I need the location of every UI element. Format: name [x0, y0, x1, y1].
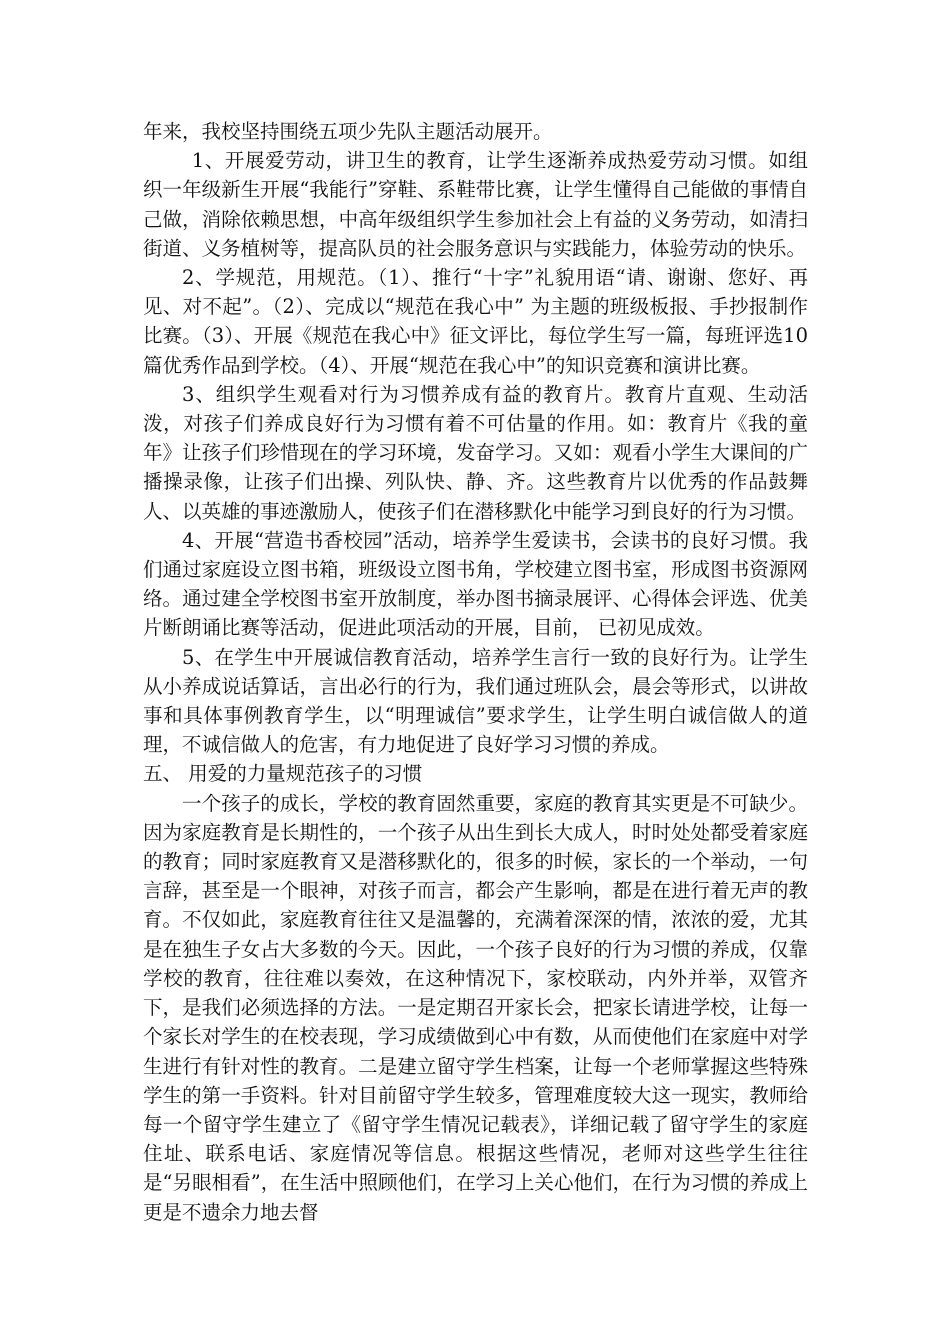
paragraph-item-4: 4、开展“营造书香校园”活动，培养学生爱读书，会读书的良好习惯。我们通过家庭设立图书箱，班级设立图书角，学校建立图书室，形成图书资源网络。通过建全学校图书室开放制度，举办图书摘录展评、心得体会评选、优美片断朗诵比赛等活动，促进此项活动的开展，目前， 已初见成效。 — [143, 528, 808, 640]
paragraph-intro: 年来，我校坚持围绕五项少先队主题活动展开。 — [143, 120, 553, 143]
section-heading: 五、 用爱的力量规范孩子的习惯 — [143, 762, 423, 786]
paragraph-item-3: 3、组织学生观看对行为习惯养成有益的教育片。教育片直观、生动活泼，对孩子们养成良好行为习惯有着不可估量的作用。如：教育片《我的童年》让孩子们珍惜现在的学习环境，发奋学习。又如：观看小学生大课间的广播操录像，让孩子们出操、列队快、静、齐。这些教育片以优秀的作品鼓舞人、以英雄的事迹激励人，使孩子们在潜移默化中能学习到良好的行为习惯。 — [143, 382, 808, 523]
paragraph-body: 一个孩子的成长，学校的教育固然重要，家庭的教育其实更是不可缺少。因为家庭教育是长期性的，一个孩子从出生到长大成人，时时处处都受着家庭的教育；同时家庭教育又是潜移默化的，很多的时候，家长的一个举动，一句言辞，甚至是一个眼神，对孩子而言，都会产生影响，都是在进行着无声的教育。不仅如此，家庭教育往往又是温馨的，充满着深深的情，浓浓的爱，尤其是在独生子女占大多数的今天。因此，一个孩子良好的行为习惯的养成，仅靠学校的教育，往往难以奏效，在这种情况下，家校联动，内外并举，双管齐下，是我们必须选择的方法。一是定期召开家长会，把家长请进学校，让每一个家长对学生的在校表现，学习成绩做到心中有数，从而使他们在家庭中对学生进行有针对性的教育。二是建立留守学生档案，让每一个老师掌握这些特殊学生的第一手资料。针对目前留守学生较多，管理难度较大这一现实，教师给每一个留守学生建立了《留守学生情况记载表》，详细记载了留守学生的家庭住址、联系电话、家庭情况等信息。根据这些情况，老师对这些学生往往是“另眼相看”，在生活中照顾他们，在学习上关心他们，在行为习惯的养成上更是不遗余力地去督 — [143, 791, 808, 1224]
paragraph-item-1: 1、开展爱劳动，讲卫生的教育，让学生逐渐养成热爱劳动习惯。如组织一年级新生开展“我能行”穿鞋、系鞋带比赛，让学生懂得自己能做的事情自己做，消除依赖思想，中高年级组织学生参加社会上有益的义务劳动，如清扫街道、义务植树等，提高队员的社会服务意识与实践能力，体验劳动的快乐。 — [143, 149, 808, 260]
paragraph-item-2: 2、学规范，用规范。（1）、推行“十字”礼貌用语“请、谢谢、您好、再见、对不起”。（2）、完成以“规范在我心中” 为主题的班级板报、手抄报制作比赛。（3）、开展《规范在我心中》征文评比，每位学生写一篇，每班评选10篇优秀作品到学校。（4）、开展“规范在我心中”的知识竞赛和演讲比赛。 — [143, 266, 808, 377]
paragraph-item-5: 5、在学生中开展诚信教育活动，培养学生言行一致的良好行为。让学生从小养成说话算话，言出必行的行为，我们通过班队会，晨会等形式，以讲故事和具体事例教育学生，以“明理诚信”要求学生，让学生明白诚信做人的道理，不诚信做人的危害，有力地促进了良好学习习惯的养成。 — [143, 645, 808, 757]
document-page — [143, 117, 808, 1227]
